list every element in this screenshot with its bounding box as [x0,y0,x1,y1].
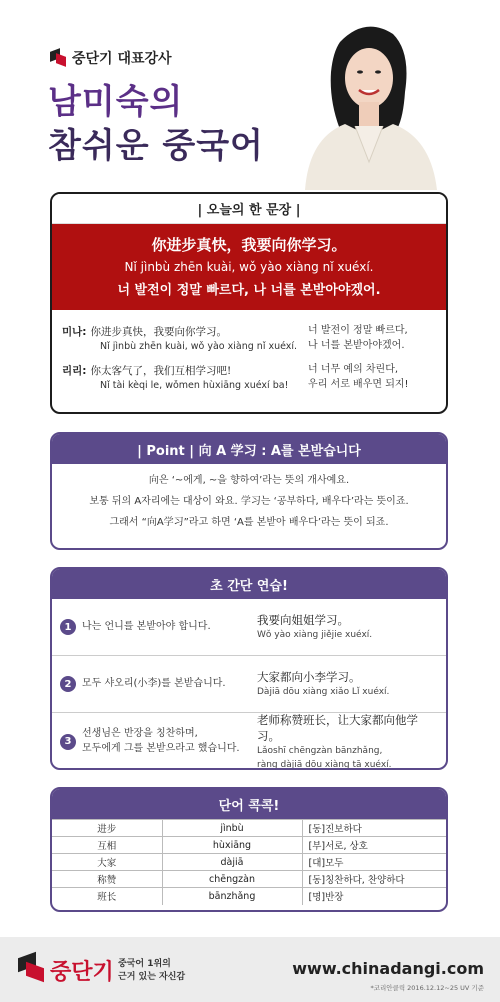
sentence-korean: 너 발전이 정말 빠르다, 나 너를 본받아야겠어. [117,283,381,298]
practice-item [52,713,446,770]
vocab-pinyin: dàjiā [162,854,302,871]
footer-tagline [118,958,185,983]
sentence-pinyin: Nǐ jìnbù zhēn kuài, wǒ yào xiàng nǐ xuéxí. [124,260,374,274]
practice-korean: 선생님은 반장을 칭찬하며, [82,728,198,739]
dialog-korean-2: 나 너를 본받아야겠어. [308,339,405,351]
point-heading: | Point | 向 A 学习 : A를 본받습니다 [52,434,446,464]
vocab-box [50,787,448,912]
practice-pinyin: Dàjiā dōu xiàng xiǎo Lǐ xuéxí. [257,687,390,698]
practice-pinyin: Wǒ yào xiàng jiějie xuéxí. [257,630,373,641]
practice-number: 1 [60,619,76,635]
practice-pinyin: Lǎoshī chēngzàn bānzhǎng, [257,745,383,756]
vocab-pinyin: chēngzàn [162,871,302,888]
vocab-pinyin: bānzhǎng [162,888,302,905]
table-row [52,871,446,888]
table-row [52,854,446,871]
title-line-1: 남미숙의 [48,82,184,122]
brand-row [50,48,172,68]
practice-chinese: 我要向姐姐学习。 [257,613,349,628]
footer-note: *코리안클릭 2016.12.12~25 UV 기준 [370,984,484,992]
dialog-pinyin: Nǐ jìnbù zhēn kuài, wǒ yào xiàng nǐ xuéxí. [100,341,298,352]
vocab-meaning: [부]서로, 상호 [302,837,446,854]
practice-korean-2: 모두에게 그를 본받으라고 했습니다. [82,742,240,754]
dialog-chinese: 你进步真快，我要向你学习。 [90,326,227,338]
point-line: 그래서 “向A学习”라고 하면 ‘A를 본받아 배우다’라는 뜻이 되죠. [109,517,389,528]
table-row [52,837,446,854]
dialog-row [62,324,436,353]
practice-heading: 초 간단 연습! [52,569,446,599]
dialog-korean-1: 너 발전이 정말 빠르다, [308,325,408,336]
vocab-table [52,819,446,905]
vocab-pinyin: hùxiāng [162,837,302,854]
practice-item [52,656,446,713]
vocab-word: 班长 [52,888,162,905]
today-sentence-box [50,192,448,414]
practice-number: 2 [60,676,76,692]
table-row [52,820,446,837]
brand-text: 중단기 대표강사 [72,51,172,67]
today-sentence-heading: | 오늘의 한 문장 | [52,194,446,224]
vocab-meaning: [명]반장 [302,888,446,905]
vocab-word: 大家 [52,854,162,871]
brand-logo-icon [50,50,66,66]
point-line: 보통 뒤의 A자리에는 대상이 와요. 学习는 ‘공부하다, 배우다’라는 뜻이죠. [89,496,409,507]
practice-korean: 모두 샤오리(小李)를 본받습니다. [82,677,226,689]
vocab-meaning: [동]칭찬하다, 찬양하다 [302,871,446,888]
practice-korean: 나는 언니를 본받아야 합니다. [82,620,211,632]
title-line-2: 참쉬운 중국어 [48,126,264,166]
vocab-word: 进步 [52,820,162,837]
dialog-row [62,363,436,392]
practice-item [52,599,446,656]
point-line: 向은 ‘~에게, ~을 향하여’라는 뜻의 개사예요. [148,475,350,486]
footer-tagline-1: 중국어 1위의 [118,959,171,969]
vocab-pinyin: jìnbù [162,820,302,837]
dialog-speaker: 리리: [62,365,87,377]
footer-tagline-2: 근거 있는 자신감 [118,971,186,982]
footer-logo-icon [18,955,44,983]
dialog-korean-1: 너 너무 예의 차린다, [308,364,399,375]
point-explanation [52,464,446,533]
dialog [52,310,446,392]
footer-brand: 중단기 [50,960,114,985]
instructor-portrait [285,12,445,190]
practice-chinese: 老师称赞班长，让大家都向他学习。 [257,712,418,743]
dialog-pinyin: Nǐ tài kèqi le, wǒmen hùxiāng xuéxí ba! [100,380,289,391]
dialog-speaker: 미나: [62,326,87,338]
practice-chinese: 大家都向小李学习。 [257,670,361,685]
sentence-chinese: 你进步真快，我要向你学习。 [151,236,347,254]
table-row [52,888,446,905]
vocab-meaning: [동]진보하다 [302,820,446,837]
footer [0,937,500,1002]
website-link[interactable]: www.chinadangi.com [292,959,484,978]
dialog-chinese: 你太客气了，我们互相学习吧! [90,365,232,377]
dialog-korean-2: 우리 서로 배우면 되지! [308,378,409,390]
practice-pinyin-2: ràng dàjiā dōu xiàng tā xuéxí. [257,759,392,770]
vocab-meaning: [대]모두 [302,854,446,871]
sentence-banner [52,224,446,310]
vocab-heading: 단어 콕콕! [52,789,446,819]
point-box [50,432,448,550]
practice-box [50,567,448,770]
vocab-word: 称赞 [52,871,162,888]
practice-number: 3 [60,734,76,750]
vocab-word: 互相 [52,837,162,854]
header [0,0,500,190]
